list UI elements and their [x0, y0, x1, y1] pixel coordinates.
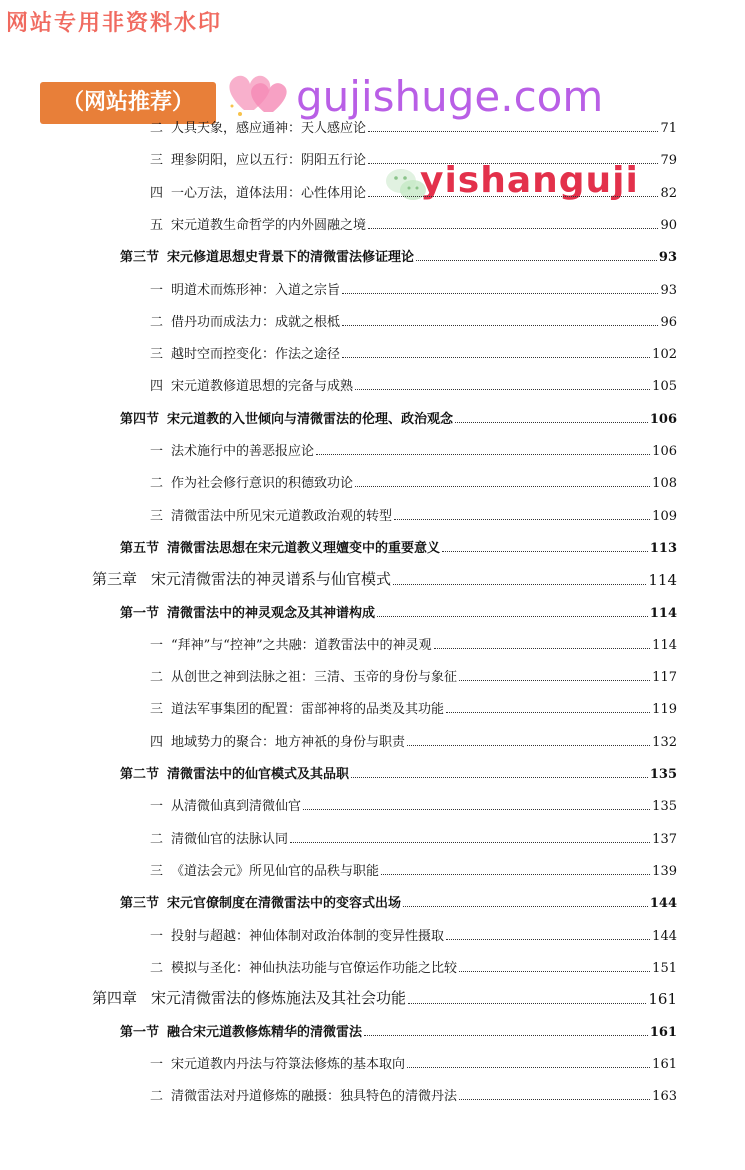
toc-subsection[interactable]: [150, 699, 677, 717]
toc-leader: [416, 259, 657, 261]
toc-number: 三: [150, 347, 164, 362]
toc-title: 清微雷法中所见宋元道教政治观的转型: [171, 509, 393, 524]
toc-page-number: 109: [652, 509, 677, 524]
toc-section[interactable]: [120, 603, 677, 621]
toc-subsection[interactable]: [150, 1054, 677, 1072]
toc-title: 清微雷法中的神灵观念及其神谱构成: [167, 606, 376, 621]
toc-page-number: 163: [652, 1089, 677, 1104]
toc-leader: [290, 841, 650, 843]
toc-page-number: 93: [658, 250, 677, 265]
site-secondary-watermark: yishanguji: [420, 160, 639, 201]
toc-page-number: 114: [648, 571, 677, 589]
toc-title: 宋元道教生命哲学的内外圆融之境: [171, 218, 367, 233]
toc-page-number: 82: [660, 186, 677, 201]
toc-title: 明道术而炼形神：入道之宗旨: [171, 283, 341, 298]
toc-number: 四: [150, 379, 164, 394]
toc-page-number: 161: [648, 990, 677, 1008]
toc-number: 二: [150, 476, 164, 491]
toc-chapter[interactable]: [92, 569, 677, 589]
toc-page-number: 132: [652, 735, 677, 750]
toc-leader: [459, 1098, 650, 1100]
toc-number: 三: [150, 864, 164, 879]
toc-number: 一: [150, 638, 164, 653]
toc-title: 宋元清微雷法的修炼施法及其社会功能: [151, 989, 407, 1007]
toc-title: 《道法会元》所见仙官的品秩与职能: [171, 864, 380, 879]
toc-title: 宋元官僚制度在清微雷法中的变容式出场: [167, 896, 402, 911]
toc-leader: [355, 485, 650, 487]
toc-leader: [407, 1066, 650, 1068]
toc-title: 宋元道教的入世倾向与清微雷法的伦理、政治观念: [167, 412, 454, 427]
toc-leader: [407, 744, 650, 746]
toc-chapter[interactable]: [92, 988, 677, 1008]
toc-section[interactable]: [120, 247, 677, 265]
toc-leader: [393, 583, 646, 585]
toc-page-number: 79: [660, 153, 677, 168]
toc-page-number: 108: [652, 476, 677, 491]
toc-page-number: 114: [649, 606, 677, 621]
toc-subsection[interactable]: [150, 280, 677, 298]
toc-subsection[interactable]: [150, 861, 677, 879]
toc-leader: [368, 227, 658, 229]
toc-leader: [442, 550, 648, 552]
toc-title: 融合宋元道教修炼精华的清微雷法: [167, 1025, 363, 1040]
toc-leader: [303, 808, 650, 810]
watermark-top-text: 网站专用非资料水印: [6, 11, 223, 36]
toc-subsection[interactable]: [150, 215, 677, 233]
toc-title: 作为社会修行意识的积德致功论: [171, 476, 354, 491]
site-primary-watermark: gujishuge.com: [296, 72, 604, 121]
toc-subsection[interactable]: [150, 958, 677, 976]
recommend-badge: （网站推荐）: [40, 82, 216, 124]
toc-number: 一: [150, 799, 164, 814]
toc-subsection[interactable]: [150, 312, 677, 330]
toc-title: 清微雷法思想在宋元道教义理嬗变中的重要意义: [167, 541, 441, 556]
toc-leader: [364, 1034, 648, 1036]
toc-title: 清微雷法对丹道修炼的融摄：独具特色的清微丹法: [171, 1089, 458, 1104]
toc-title: 从创世之神到法脉之祖：三清、玉帝的身份与象征: [171, 670, 458, 685]
toc-leader: [434, 647, 651, 649]
toc-page-number: 139: [652, 864, 677, 879]
toc-subsection[interactable]: [150, 473, 677, 491]
toc-subsection[interactable]: [150, 926, 677, 944]
toc-section[interactable]: [120, 764, 677, 782]
toc-page-number: 135: [652, 799, 677, 814]
toc-section[interactable]: [120, 409, 677, 427]
toc-number: 四: [150, 186, 164, 201]
toc-number: 二: [150, 315, 164, 330]
toc-leader: [368, 162, 658, 164]
toc-number: 三: [150, 509, 164, 524]
toc-number: 一: [150, 929, 164, 944]
toc-number: 二: [150, 961, 164, 976]
toc-number: 第一节: [120, 606, 160, 621]
toc-subsection[interactable]: [150, 376, 677, 394]
toc-page-number: 114: [652, 638, 677, 653]
toc-number: 第三章: [92, 570, 138, 588]
toc-subsection[interactable]: [150, 1086, 677, 1104]
toc-leader: [351, 776, 648, 778]
toc-subsection[interactable]: [150, 441, 677, 459]
toc-number: 第四章: [92, 989, 138, 1007]
toc-leader: [403, 905, 648, 907]
toc-title: 理参阴阳，应以五行：阴阳五行论: [171, 153, 367, 168]
toc-section[interactable]: [120, 1022, 677, 1040]
toc-leader: [394, 518, 650, 520]
toc-number: 五: [150, 218, 164, 233]
toc-title: 人具天象，感应通神：天人感应论: [171, 121, 367, 136]
toc-page-number: 105: [652, 379, 677, 394]
toc-section[interactable]: [120, 893, 677, 911]
toc-leader: [342, 324, 658, 326]
toc-section[interactable]: [120, 538, 677, 556]
toc-title: 宋元修道思想史背景下的清微雷法修证理论: [167, 250, 415, 265]
toc-title: 从清微仙真到清微仙官: [171, 799, 302, 814]
toc-page-number: 106: [652, 444, 677, 459]
toc-page-number: 135: [649, 767, 677, 782]
toc-subsection[interactable]: [150, 150, 677, 168]
toc-subsection[interactable]: [150, 635, 677, 653]
toc-number: 第三节: [120, 896, 160, 911]
toc-number: 四: [150, 735, 164, 750]
toc-number: 二: [150, 121, 164, 136]
toc-title: 宋元道教修道思想的完备与成熟: [171, 379, 354, 394]
toc-number: 第五节: [120, 541, 160, 556]
toc-page-number: 71: [660, 121, 677, 136]
toc-number: 三: [150, 702, 164, 717]
toc-leader: [459, 970, 650, 972]
toc-number: 二: [150, 832, 164, 847]
toc-title: 清微雷法中的仙官模式及其品职: [167, 767, 350, 782]
toc-leader: [355, 388, 650, 390]
toc-leader: [316, 453, 650, 455]
toc-number: 第三节: [120, 250, 160, 265]
toc-page-number: 93: [660, 283, 677, 298]
toc-title: 宋元清微雷法的神灵谱系与仙官模式: [151, 570, 392, 588]
toc-title: “拜神”与“控神”之共融：道教雷法中的神灵观: [171, 638, 432, 653]
toc-page-number: 96: [660, 315, 677, 330]
toc-page-number: 144: [652, 929, 677, 944]
toc-page-number: 144: [649, 896, 677, 911]
toc-subsection[interactable]: [150, 118, 677, 136]
toc-page-number: 102: [652, 347, 677, 362]
toc-title: 宋元道教内丹法与符箓法修炼的基本取向: [171, 1057, 406, 1072]
toc-leader: [459, 679, 650, 681]
toc-number: 第四节: [120, 412, 160, 427]
toc-leader: [368, 195, 658, 197]
toc-page-number: 137: [652, 832, 677, 847]
toc-page-number: 161: [652, 1057, 677, 1072]
toc-title: 越时空而控变化：作法之途径: [171, 347, 341, 362]
hearts-icon: [224, 62, 294, 122]
toc-title: 借丹功而成法力：成就之根柢: [171, 315, 341, 330]
toc-leader: [446, 711, 650, 713]
toc-number: 二: [150, 670, 164, 685]
toc-leader: [368, 130, 658, 132]
toc-title: 法术施行中的善恶报应论: [171, 444, 315, 459]
toc-leader: [408, 1002, 646, 1004]
toc-title: 投射与超越：神仙体制对政治体制的变异性摄取: [171, 929, 445, 944]
toc-page-number: 119: [652, 702, 677, 717]
toc-subsection[interactable]: [150, 667, 677, 685]
toc-number: 一: [150, 444, 164, 459]
toc-leader: [342, 356, 650, 358]
toc-page-number: 117: [652, 670, 677, 685]
toc-leader: [381, 873, 650, 875]
toc-leader: [377, 615, 648, 617]
toc-number: 一: [150, 1057, 164, 1072]
toc-page-number: 90: [660, 218, 677, 233]
toc-subsection[interactable]: [150, 506, 677, 524]
toc-subsection[interactable]: [150, 732, 677, 750]
toc-leader: [455, 421, 648, 423]
toc-title: 一心万法，道体法用：心性体用论: [171, 186, 367, 201]
toc-number: 三: [150, 153, 164, 168]
toc-number: 第一节: [120, 1025, 160, 1040]
toc-subsection[interactable]: [150, 344, 677, 362]
toc-page-number: 151: [652, 961, 677, 976]
toc-number: 一: [150, 283, 164, 298]
toc-page-number: 113: [649, 541, 677, 556]
toc-subsection[interactable]: [150, 183, 677, 201]
toc-page-number: 106: [649, 412, 677, 427]
toc-title: 模拟与圣化：神仙执法功能与官僚运作功能之比较: [171, 961, 458, 976]
toc-subsection[interactable]: [150, 796, 677, 814]
toc-title: 道法军事集团的配置：雷部神将的品类及其功能: [171, 702, 445, 717]
toc-subsection[interactable]: [150, 829, 677, 847]
toc-title: 清微仙官的法脉认同: [171, 832, 289, 847]
toc-leader: [446, 938, 650, 940]
toc-title: 地域势力的聚合：地方神祇的身份与职责: [171, 735, 406, 750]
toc-number: 第二节: [120, 767, 160, 782]
toc-number: 二: [150, 1089, 164, 1104]
toc-page-number: 161: [649, 1025, 677, 1040]
toc-leader: [342, 292, 658, 294]
